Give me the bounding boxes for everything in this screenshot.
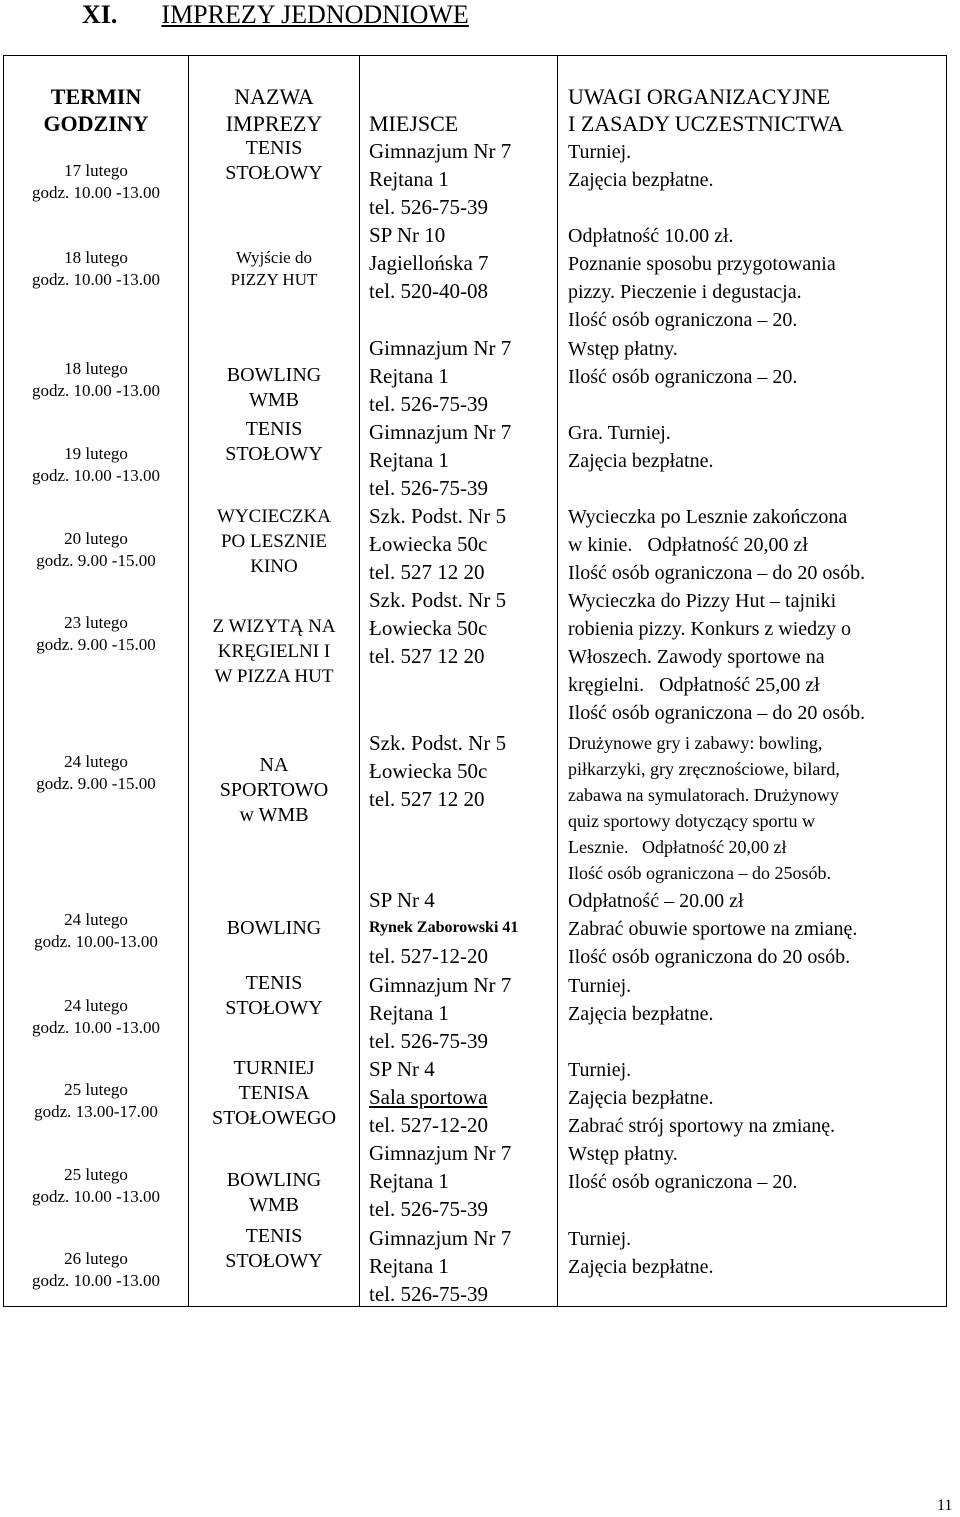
header-nazwa: NAZWA IMPREZY (225, 84, 323, 136)
event-name: BOWLING (226, 917, 322, 939)
event-name: TENIS STOŁOWY (225, 972, 323, 1019)
notes-cell: Wycieczka po Lesznie zakończona w kinie. Odpłatność 20,00 zł Ilość osób ograniczona – do 20 osób. (568, 506, 866, 584)
notes-cell: Turniej. Zajęcia bezpłatne. (568, 975, 714, 1025)
date-cell: 24 lutego godz. 10.00-13.00 (34, 910, 158, 951)
event-name: NA SPORTOWO w WMB (219, 754, 329, 826)
notes-cell: Turniej. Zajęcia bezpłatne. Zabrać strój sportowy na zmianę. (568, 1059, 836, 1137)
column-nazwa (188, 55, 360, 1307)
event-name: WYCIECZKA PO LESZNIE KINO (217, 506, 331, 577)
place-cell: Szk. Podst. Nr 5 Łowiecka 50c tel. 527 12 20 (369, 504, 507, 584)
notes-cell: Turniej. Zajęcia bezpłatne. (568, 141, 714, 191)
column-uwagi (557, 55, 947, 1307)
event-name: BOWLING WMB (226, 364, 322, 411)
section-title: IMPREZY JEDNODNIOWE (161, 0, 469, 29)
event-name: TENIS STOŁOWY (225, 1225, 323, 1272)
notes-cell: Drużynowe gry i zabawy: bowling, piłkarzyki, gry zręcznościowe, bilard, zabawa na symulatorach. Drużynowy quiz sportowy dotyczący sportu w Lesznie. Odpłatność 20,00 zł Ilość osób ograniczona – do 25osób. (568, 733, 840, 883)
place-cell: SP Nr 10 Jagiellońska 7 tel. 520-40-08 (369, 223, 489, 303)
notes-cell: Turniej. Zajęcia bezpłatne. (568, 1228, 714, 1278)
date-cell: 23 lutego godz. 9.00 -15.00 (36, 613, 156, 654)
date-cell: 18 lutego godz. 10.00 -13.00 (32, 359, 160, 400)
place-cell: Gimnazjum Nr 7 Rejtana 1 tel. 526-75-39 (369, 973, 512, 1053)
column-miejsce (359, 55, 558, 1307)
event-name: TURNIEJ TENISA STOŁOWEGO (211, 1057, 337, 1129)
place-cell: Szk. Podst. Nr 5 Łowiecka 50c tel. 527 12 20 (369, 731, 507, 811)
place-cell: SP Nr 4 Sala sportowa tel. 527-12-20 (369, 1057, 488, 1137)
date-cell: 20 lutego godz. 9.00 -15.00 (36, 529, 156, 570)
section-heading (82, 0, 469, 30)
place-cell: Szk. Podst. Nr 5 Łowiecka 50c tel. 527 12 20 (369, 588, 507, 668)
event-name: Z WIZYTĄ NA KRĘGIELNI I W PIZZA HUT (212, 616, 336, 687)
event-name: TENIS STOŁOWY (225, 137, 323, 184)
event-name: TENIS STOŁOWY (225, 418, 323, 465)
place-cell: Gimnazjum Nr 7 Rejtana 1 tel. 526-75-39 (369, 336, 512, 416)
date-cell: 26 lutego godz. 10.00 -13.00 (32, 1249, 160, 1290)
header-termin: TERMIN GODZINY (43, 84, 149, 136)
header-uwagi: UWAGI ORGANIZACYJNE I ZASADY UCZESTNICTWA (568, 84, 844, 136)
notes-cell: Wstęp płatny. Ilość osób ograniczona – 20. (568, 338, 798, 388)
date-cell: 25 lutego godz. 10.00 -13.00 (32, 1165, 160, 1206)
notes-cell: Odpłatność 10.00 zł. Poznanie sposobu przygotowania pizzy. Pieczenie i degustacja. Ilość osób ograniczona – 20. (568, 225, 836, 331)
place-cell: Gimnazjum Nr 7 Rejtana 1 tel. 526-75-39 (369, 420, 512, 500)
notes-cell: Gra. Turniej. Zajęcia bezpłatne. (568, 422, 714, 472)
section-number: XI. (82, 0, 118, 29)
date-cell: 24 lutego godz. 9.00 -15.00 (36, 752, 156, 793)
place-cell: SP Nr 4 Rynek Zaborowski 41 tel. 527-12-20 (369, 888, 519, 968)
date-cell: 25 lutego godz. 13.00-17.00 (34, 1080, 158, 1121)
place-cell: Gimnazjum Nr 7 Rejtana 1 tel. 526-75-39 (369, 1141, 512, 1221)
page-number: 11 (937, 1497, 953, 1514)
notes-cell: Wstęp płatny. Ilość osób ograniczona – 20. (568, 1143, 798, 1193)
place-cell: Gimnazjum Nr 7 Rejtana 1 tel. 526-75-39 (369, 1226, 512, 1306)
event-name: Wyjście do PIZZY HUT (230, 248, 318, 289)
header-miejsce: MIEJSCE (369, 111, 459, 136)
notes-cell: Wycieczka do Pizzy Hut – tajniki robienia pizzy. Konkurs z wiedzy o Włoszech. Zawody sportowe na kręgielni. Odpłatność 25,00 zł Ilość osób ograniczona – do 20 osób. (568, 590, 866, 724)
event-name: BOWLING WMB (226, 1169, 322, 1216)
place-cell: Gimnazjum Nr 7 Rejtana 1 tel. 526-75-39 (369, 139, 512, 219)
notes-cell: Odpłatność – 20.00 zł Zabrać obuwie sportowe na zmianę. Ilość osób ograniczona do 20 osób. (568, 890, 858, 968)
date-cell: 19 lutego godz. 10.00 -13.00 (32, 444, 160, 485)
date-cell: 24 lutego godz. 10.00 -13.00 (32, 996, 160, 1037)
date-cell: 18 lutego godz. 10.00 -13.00 (32, 248, 160, 289)
date-cell: 17 lutego godz. 10.00 -13.00 (32, 161, 160, 202)
column-termin (3, 55, 189, 1307)
